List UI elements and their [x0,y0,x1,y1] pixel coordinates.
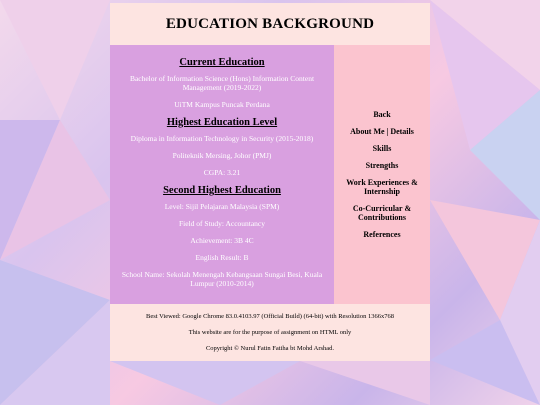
highest-education-institution: Politeknik Mersing, Johor (PMJ) [172,151,272,160]
page-title: EDUCATION BACKGROUND [165,15,375,32]
sidebar-nav [334,45,430,304]
second-education-heading: Second Highest Education [163,185,281,196]
nav-cocurricular-link[interactable]: Co-Curricular & Contributions [352,204,412,222]
current-education-institution: UiTM Kampus Puncak Perdana [174,100,270,109]
nav-about-link[interactable]: About Me | Details [350,127,414,136]
content-area [110,45,430,304]
footer-copyright: Copyright © Nurul Fatin Fatiha bt Mohd Arshad. [205,344,335,352]
highest-education-cgpa: CGPA: 3.21 [203,168,241,177]
page-container [110,3,430,361]
current-education-degree: Bachelor of Information Science (Hons) Information Content Management (2019-2022) [129,74,315,92]
highest-education-diploma: Diploma in Information Technology in Security (2015-2018) [130,134,314,143]
second-education-english: English Result: B [195,253,249,262]
nav-strengths-link[interactable]: Strengths [365,161,399,170]
education-content [110,45,334,304]
current-education-heading: Current Education [179,57,265,68]
highest-education-heading: Highest Education Level [166,117,278,128]
page-header [110,3,430,45]
second-education-school: School Name: Sekolah Menengah Kebangsaan Sungai Besi, Kuala Lumpur (2010-2014) [121,270,323,288]
footer-best-viewed: Best Viewed: Google Chrome 83.0.4103.97 (Official Build) (64-bit) with Resolution 1366x768 [146,312,394,320]
nav-back-link[interactable]: Back [373,110,391,119]
nav-references-link[interactable]: References [363,230,401,239]
second-education-level: Level: Sijil Pelajaran Malaysia (SPM) [164,202,280,211]
second-education-achievement: Achievement: 3B 4C [190,236,254,245]
footer-purpose: This website are for the purpose of assignment on HTML only [188,328,352,336]
second-education-field: Field of Study: Accountancy [178,219,266,228]
nav-work-link[interactable]: Work Experiences & Internship [346,178,418,196]
page-footer [110,304,430,361]
nav-skills-link[interactable]: Skills [372,144,392,153]
